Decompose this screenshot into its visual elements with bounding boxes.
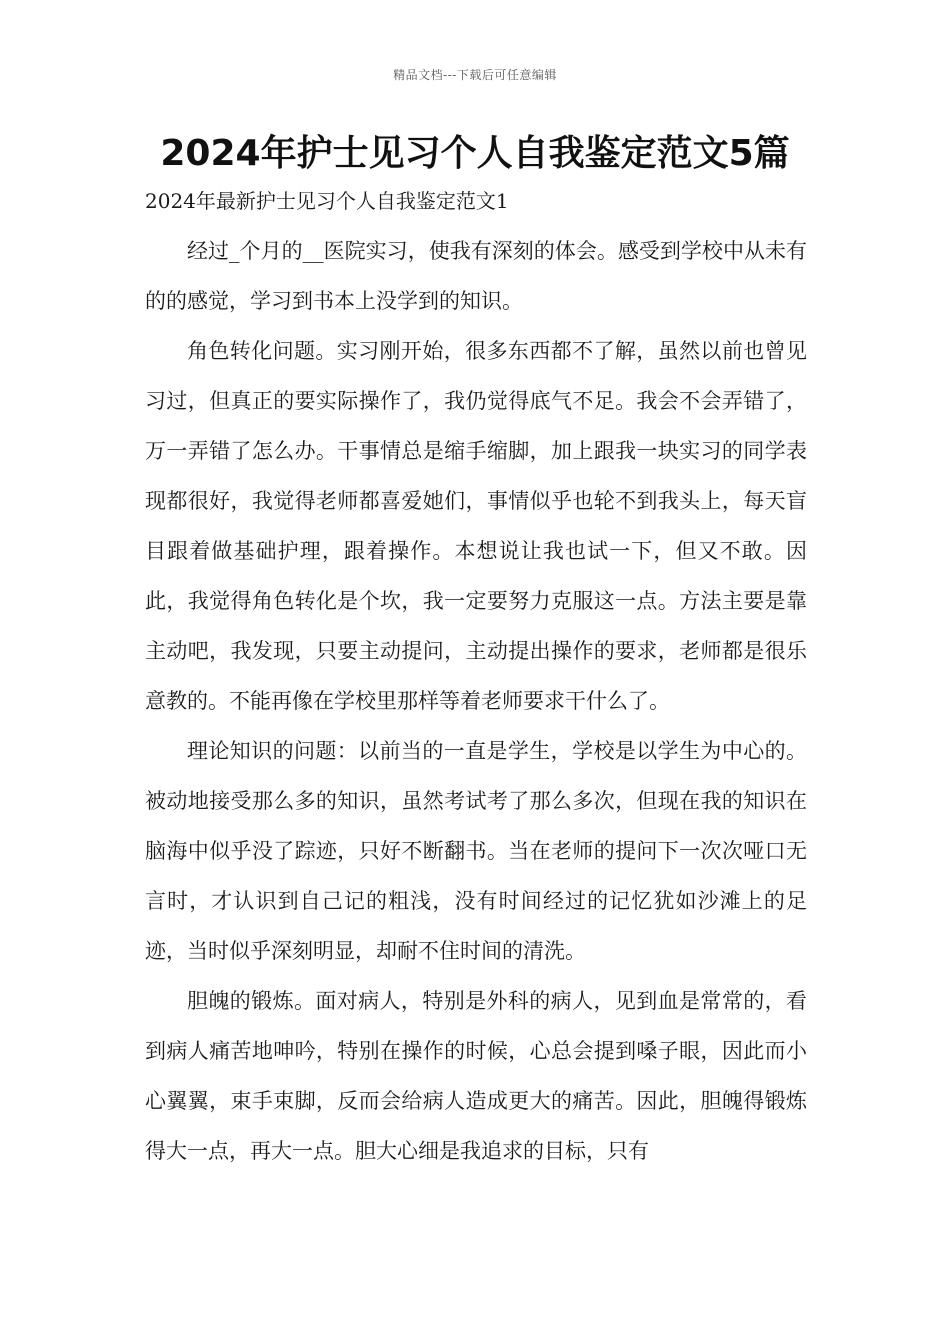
document-body bbox=[145, 226, 807, 1176]
document-subtitle: 2024年最新护士见习个人自我鉴定范文1 bbox=[145, 189, 509, 213]
paragraph-courage: 胆魄的锻炼。面对病人，特别是外科的病人，见到血是常常的，看到病人痛苦地呻吟，特别在操作的时候，心总会提到嗓子眼，因此而小心翼翼，束手束脚，反而会给病人造成更大的痛苦。因此，胆魄得锻炼得大一点，再大一点。胆大心细是我追求的目标，只有 bbox=[145, 989, 807, 1163]
page-header-watermark: 精品文档---下载后可任意编辑 bbox=[393, 68, 557, 82]
paragraph-intro: 经过_个月的__医院实习，使我有深刻的体会。感受到学校中从未有的的感觉，学习到书本上没学到的知识。 bbox=[145, 239, 807, 313]
paragraph-role-transition: 角色转化问题。实习刚开始，很多东西都不了解，虽然以前也曾见习过，但真正的要实际操作了，我仍觉得底气不足。我会不会弄错了，万一弄错了怎么办。干事情总是缩手缩脚，加上跟我一块实习的同学表现都很好，我觉得老师都喜爱她们，事情似乎也轮不到我头上，每天盲目跟着做基础护理，跟着操作。本想说让我也试一下，但又不敢。因此，我觉得角色转化是个坎，我一定要努力克服这一点。方法主要是靠主动吧，我发现，只要主动提问，主动提出操作的要求，老师都是很乐意教的。不能再像在学校里那样等着老师要求干什么了。 bbox=[145, 339, 807, 713]
paragraph-theory-knowledge: 理论知识的问题：以前当的一直是学生，学校是以学生为中心的。被动地接受那么多的知识，虽然考试考了那么多次，但现在我的知识在脑海中似乎没了踪迹，只好不断翻书。当在老师的提问下一次次哑口无言时，才认识到自己记的粗浅，没有时间经过的记忆犹如沙滩上的足迹，当时似乎深刻明显，却耐不住时间的清洗。 bbox=[145, 739, 807, 963]
document-title: 2024年护士见习个人自我鉴定范文5篇 bbox=[160, 133, 790, 174]
